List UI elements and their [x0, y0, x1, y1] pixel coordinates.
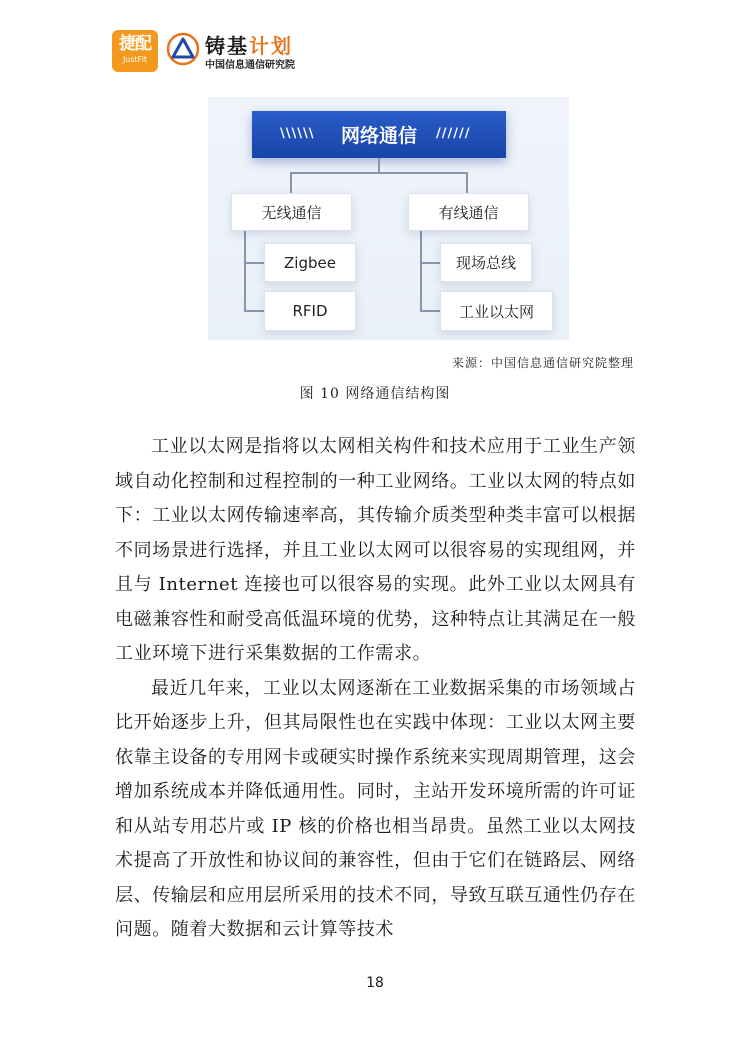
connector-line — [420, 262, 440, 264]
title-part-b: 计划 — [249, 34, 293, 58]
title-part-a: 铸基 — [205, 34, 249, 58]
figure-caption: 图 10 网络通信结构图 — [299, 386, 451, 402]
connector-line — [420, 222, 422, 312]
zhuji-emblem-icon — [166, 32, 200, 66]
connector-line — [378, 158, 380, 172]
figure-source: 来源：中国信息通信研究院整理 — [451, 356, 634, 370]
logo-sub-text: JustFit — [122, 55, 148, 64]
connector-line — [244, 222, 246, 312]
page-number: 18 — [366, 975, 384, 991]
connector-line — [244, 310, 264, 312]
fieldbus-node: 现场总线 — [440, 243, 532, 282]
paragraph: 工业以太网是指将以太网相关构件和技术应用于工业生产领域自动化控制和过程控制的一种工业网络。工业以太网的特点如下：工业以太网传输速率高，其传输介质类型种类丰富可以根据不同场景进行选择，并且工业以太网可以很容易的实现组网，并且与 Internet 连接也可以很容易的实现。此外工业以太网具有电磁兼容性和耐受高低温环境的优势，这种特点让其满足在一般工业环境下进行采集数据的工作需求。 — [115, 436, 636, 664]
connector-line — [244, 262, 264, 264]
connector-line — [290, 172, 292, 194]
caict-subtitle: 中国信息通信研究院 — [205, 60, 295, 71]
connector-line — [290, 172, 468, 174]
network-structure-figure — [208, 97, 569, 340]
wireless-node: 无线通信 — [231, 193, 352, 231]
industrial-ethernet-node: 工业以太网 — [440, 291, 553, 331]
zigbee-node: Zigbee — [264, 243, 356, 282]
justfit-logo — [112, 30, 158, 72]
left-slash-decoration: \\\\\\ — [280, 126, 315, 141]
zhuji-plan-title — [205, 30, 293, 59]
rfid-node: RFID — [264, 291, 356, 331]
logo-main-text: 捷配 — [119, 34, 151, 54]
right-slash-decoration: ////// — [436, 126, 471, 141]
connector-line — [466, 172, 468, 194]
connector-line — [420, 310, 440, 312]
wired-node: 有线通信 — [408, 193, 529, 231]
paragraph: 最近几年来，工业以太网逐渐在工业数据采集的市场领域占比开始逐步上升，但其局限性也在实践中体现：工业以太网主要依靠主设备的专用网卡或硬实时操作系统来实现周期管理，这会增加系统成本并降低通用性。同时，主站开发环境所需的许可证和从站专用芯片或 IP 核的价格也相当昂贵。虽然工业以太网技术提高了开放性和协议间的兼容性，但由于它们在链路层、网络层、传输层和应用层所采用的技术不同，导致互联互通性仍存在问题。随着大数据和云计算等技术 — [115, 677, 636, 940]
body-text — [115, 430, 636, 948]
figure-title: 网络通信 — [340, 125, 417, 147]
